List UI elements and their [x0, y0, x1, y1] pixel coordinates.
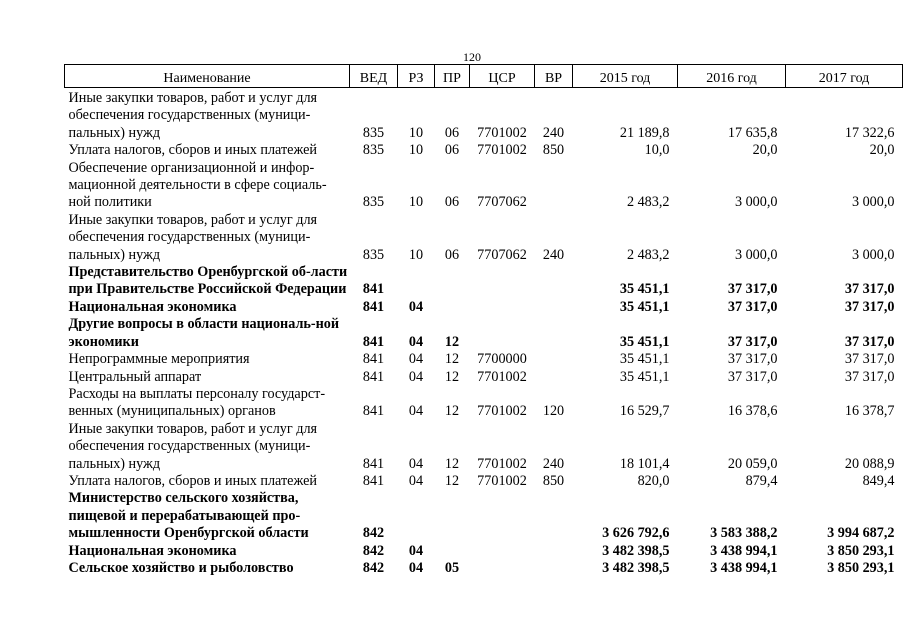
col-header-2016: 2016 год: [678, 65, 786, 88]
row-ved: 841: [362, 455, 385, 472]
row-vr: [535, 299, 573, 316]
row-vr: [535, 316, 573, 351]
row-rz: 04: [408, 368, 424, 385]
table-row: [65, 386, 903, 421]
row-csr: 7701002: [477, 142, 527, 159]
row-vr: 850: [542, 142, 565, 159]
row-name: Расходы на выплаты персоналу государст-венных (муниципальных) органов: [68, 385, 326, 420]
row-rz: 04: [408, 351, 424, 368]
row-amount-2016: 16 378,6: [727, 403, 778, 420]
row-rz: 10: [408, 124, 424, 141]
row-name: Иные закупки товаров, работ и услуг для обеспечения государственных (муници-пальных) нужд: [68, 90, 318, 141]
row-amount-2017: 3 850 293,1: [827, 542, 895, 559]
row-amount-2017: 3 994 687,2: [827, 525, 895, 542]
row-amount-2016: 20 059,0: [727, 455, 778, 472]
row-amount-2017: 37 317,0: [844, 298, 895, 315]
col-header-pr: ПР: [435, 65, 470, 88]
row-ved: 835: [362, 194, 385, 211]
row-ved: 842: [362, 525, 385, 542]
row-amount-2017: 17 322,6: [844, 124, 895, 141]
row-rz: 04: [408, 333, 424, 350]
row-amount-2015: 3 482 398,5: [602, 559, 670, 576]
table-row: [65, 351, 903, 368]
row-pr: [435, 299, 470, 316]
budget-table: [64, 64, 903, 577]
row-vr: [535, 490, 573, 542]
row-pr: 06: [444, 142, 460, 159]
row-amount-2015: 16 529,7: [619, 403, 670, 420]
table-row: [65, 473, 903, 490]
row-vr: 240: [542, 124, 565, 141]
row-rz: 04: [408, 472, 424, 489]
row-name: Иные закупки товаров, работ и услуг для обеспечения государственных (муници-пальных) нужд: [68, 420, 318, 472]
row-vr: 240: [542, 455, 565, 472]
row-name: Сельское хозяйство и рыболовство: [68, 559, 294, 576]
row-amount-2017: 16 378,7: [844, 403, 895, 420]
row-pr: 12: [444, 455, 460, 472]
row-ved: 841: [362, 333, 385, 350]
col-header-2017: 2017 год: [786, 65, 903, 88]
row-amount-2016: 879,4: [745, 472, 778, 489]
row-ved: 841: [362, 298, 385, 315]
row-csr: [470, 299, 535, 316]
col-header-vr: ВР: [535, 65, 573, 88]
row-amount-2015: 35 451,1: [619, 281, 670, 298]
row-amount-2016: 37 317,0: [727, 333, 778, 350]
row-amount-2015: 35 451,1: [619, 298, 670, 315]
row-amount-2017: 3 850 293,1: [827, 559, 895, 576]
row-name: Министерство сельского хозяйства, пищевой и перерабатывающей про-мышленности Оренбургской области: [68, 490, 309, 542]
row-amount-2016: 3 000,0: [734, 246, 778, 263]
row-pr: 12: [444, 333, 460, 350]
row-pr: 06: [444, 246, 460, 263]
table-row: [65, 369, 903, 386]
row-amount-2016: 37 317,0: [727, 351, 778, 368]
row-amount-2017: 849,4: [862, 472, 895, 489]
row-vr: [535, 560, 573, 577]
row-vr: 120: [542, 403, 565, 420]
row-csr: [470, 490, 535, 542]
table-row: [65, 142, 903, 159]
table-row: [65, 212, 903, 264]
row-vr: 240: [542, 246, 565, 263]
row-amount-2016: 3 438 994,1: [710, 542, 778, 559]
row-amount-2017: 3 000,0: [851, 246, 895, 263]
row-csr: 7701002: [477, 368, 527, 385]
row-ved: 841: [362, 368, 385, 385]
table-header-row: [65, 65, 903, 88]
row-rz: 04: [408, 298, 424, 315]
row-ved: 835: [362, 142, 385, 159]
row-rz: [398, 264, 435, 299]
row-amount-2016: 3 583 388,2: [710, 525, 778, 542]
row-name: Уплата налогов, сборов и иных платежей: [68, 472, 317, 489]
row-amount-2016: 17 635,8: [727, 124, 778, 141]
row-amount-2016: 3 000,0: [734, 194, 778, 211]
table-row: [65, 264, 903, 299]
row-name: Непрограммные мероприятия: [68, 351, 250, 368]
row-amount-2017: 37 317,0: [844, 351, 895, 368]
row-csr: [470, 316, 535, 351]
row-amount-2017: 37 317,0: [844, 281, 895, 298]
row-amount-2015: 2 483,2: [626, 246, 670, 263]
row-pr: 12: [444, 368, 460, 385]
table-row: [65, 490, 903, 542]
row-vr: [535, 160, 573, 212]
budget-table-container: [64, 64, 902, 577]
row-ved: 835: [362, 246, 385, 263]
row-rz: [398, 490, 435, 542]
row-amount-2015: 21 189,8: [619, 124, 670, 141]
row-csr: 7701002: [477, 455, 527, 472]
table-row: [65, 160, 903, 212]
row-name: Уплата налогов, сборов и иных платежей: [68, 142, 317, 159]
row-rz: 04: [408, 403, 424, 420]
table-row: [65, 560, 903, 577]
row-vr: 850: [542, 472, 565, 489]
row-pr: 12: [444, 403, 460, 420]
row-ved: 841: [362, 472, 385, 489]
row-csr: 7707062: [477, 246, 527, 263]
row-pr: 12: [444, 351, 460, 368]
row-amount-2017: 20 088,9: [844, 455, 895, 472]
row-csr: 7701002: [477, 472, 527, 489]
row-rz: 04: [408, 559, 424, 576]
row-amount-2015: 18 101,4: [619, 455, 670, 472]
row-rz: 04: [408, 455, 424, 472]
row-amount-2016: 37 317,0: [727, 281, 778, 298]
col-header-csr: ЦСР: [470, 65, 535, 88]
row-amount-2015: 2 483,2: [626, 194, 670, 211]
row-amount-2015: 35 451,1: [619, 333, 670, 350]
row-pr: [435, 264, 470, 299]
row-ved: 842: [362, 542, 385, 559]
row-csr: 7700000: [477, 351, 527, 368]
row-ved: 835: [362, 124, 385, 141]
table-row: [65, 88, 903, 143]
row-name: Центральный аппарат: [68, 368, 202, 385]
col-header-name: Наименование: [65, 65, 350, 88]
row-pr: 06: [444, 194, 460, 211]
row-csr: [470, 264, 535, 299]
row-ved: 842: [362, 559, 385, 576]
row-pr: 05: [444, 559, 460, 576]
row-amount-2015: 35 451,1: [619, 368, 670, 385]
row-vr: [535, 351, 573, 368]
row-rz: 10: [408, 142, 424, 159]
row-amount-2015: 3 626 792,6: [602, 525, 670, 542]
row-name: Представительство Оренбургской об-ласти при Правительстве Российской Федерации: [68, 264, 348, 298]
row-vr: [535, 264, 573, 299]
col-header-ved: ВЕД: [350, 65, 398, 88]
row-amount-2017: 3 000,0: [851, 194, 895, 211]
row-csr: [470, 543, 535, 560]
col-header-rz: РЗ: [398, 65, 435, 88]
row-rz: 10: [408, 246, 424, 263]
table-row: [65, 316, 903, 351]
row-name: Национальная экономика: [68, 298, 237, 315]
row-pr: 12: [444, 472, 460, 489]
row-amount-2016: 37 317,0: [727, 368, 778, 385]
row-amount-2016: 37 317,0: [727, 298, 778, 315]
row-pr: [435, 490, 470, 542]
row-amount-2015: 820,0: [637, 472, 670, 489]
row-amount-2015: 3 482 398,5: [602, 542, 670, 559]
row-csr: [470, 560, 535, 577]
row-pr: 06: [444, 124, 460, 141]
row-amount-2015: 35 451,1: [619, 351, 670, 368]
table-row: [65, 543, 903, 560]
table-body: [65, 88, 903, 578]
row-ved: 841: [362, 403, 385, 420]
row-csr: 7701002: [477, 403, 527, 420]
row-name: Иные закупки товаров, работ и услуг для обеспечения государственных (муници-пальных) нужд: [68, 211, 318, 263]
row-vr: [535, 543, 573, 560]
row-pr: [435, 543, 470, 560]
row-ved: 841: [362, 281, 385, 298]
row-csr: 7707062: [477, 194, 527, 211]
row-ved: 841: [362, 351, 385, 368]
row-name: Обеспечение организационной и инфор-мационной деятельности в сфере социаль-ной политики: [68, 159, 327, 211]
row-amount-2016: 20,0: [752, 142, 778, 159]
table-row: [65, 299, 903, 316]
row-name: Национальная экономика: [68, 542, 237, 559]
table-row: [65, 421, 903, 473]
row-amount-2017: 37 317,0: [844, 333, 895, 350]
row-rz: 10: [408, 194, 424, 211]
row-rz: 04: [408, 542, 424, 559]
row-csr: 7701002: [477, 124, 527, 141]
page-number: 120: [463, 50, 481, 64]
row-name: Другие вопросы в области националь-ной экономики: [68, 316, 340, 350]
col-header-2015: 2015 год: [573, 65, 678, 88]
row-amount-2017: 20,0: [869, 142, 895, 159]
row-amount-2016: 3 438 994,1: [710, 559, 778, 576]
row-amount-2015: 10,0: [644, 142, 670, 159]
row-vr: [535, 369, 573, 386]
row-amount-2017: 37 317,0: [844, 368, 895, 385]
